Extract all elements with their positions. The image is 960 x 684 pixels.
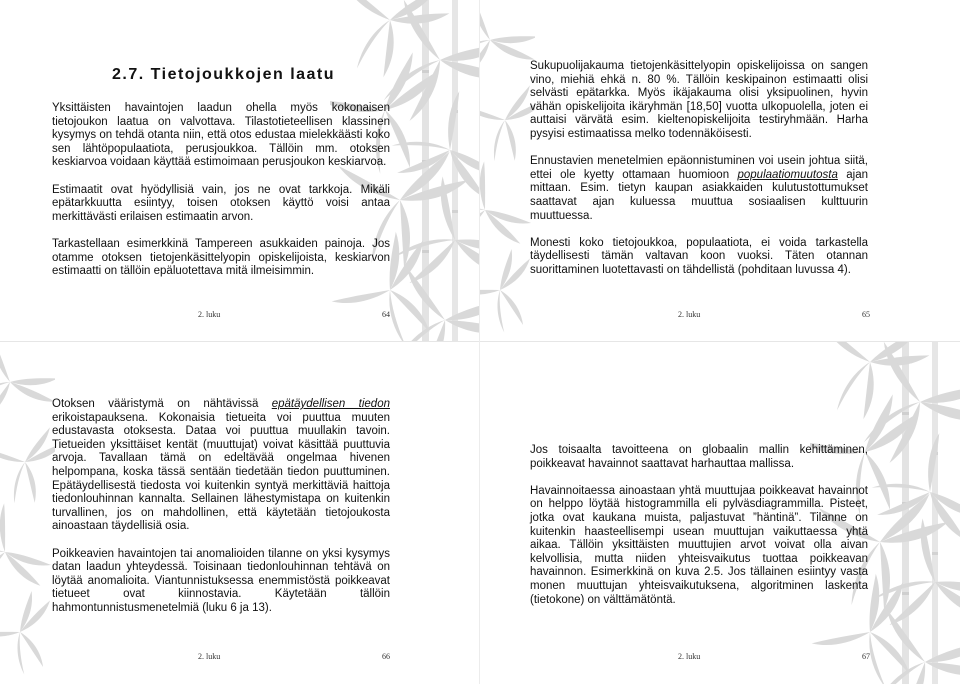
paragraph: Yksittäisten havaintojen laadun ohella myös kokonaisen tietojoukon laatua on valvottava. Tilastotieteellisen klassinen kysymys on tehdä otanta niin, että otos edustaa mielekkäästi koko sen lähtöpopulaatiota, perusjoukkoa. Tällöin mm. otoksen keskiarvoa voidaan käyttää estimoimaan perusjoukon keskiarvoa. — [52, 102, 390, 169]
bamboo-decoration-icon — [480, 0, 535, 342]
paragraph-part: Otoksen vääristymä on nähtävissä — [52, 398, 272, 410]
paragraph — [530, 155, 868, 223]
footer-chapter: 2. luku — [198, 652, 221, 661]
slide-page-67 — [480, 342, 960, 684]
page-number: 65 — [862, 310, 870, 319]
paragraph: Havainnoitaessa ainoastaan yhtä muuttujaa poikkeavat havainnot on helppo löytää histogrammilla eli pylväsdiagrammilla. Pisteet, jotka ovat kaukana muista, paljastuvat ”häntinä”. Tilanne on kuitenkin haasteellisempi usean muuttujan vaikuttaessa yhtä aikaa. Tällöin yksittäisten muuttujien arvot voivat olla aivan kelvollisia, mutta niiden yhteisvaikutus tuottaa poikkeavan havainnon. Esimerkkinä on kuva 2.5. Jos tällainen esiintyy vasta monen muuttujan yhteisvaikutuksena, algoritminen laskenta (tietokone) on välttämätöntä. — [530, 484, 868, 606]
paragraph: Sukupuolijakauma tietojenkäsittelyopin opiskelijoissa on sangen vino, miehiä ehkä n. 80 %. Tällöin keskipainon estimaatti olisi selvästi epätarkka. Myös ikäjakauma olisi yksipuolinen, hyvin vähän opiskelijoita ikäryhmän [18,50] vuotta ulkopuolella, joten ei auttaisi värvätä esim. kieltenopiskelijoita testiryhmään. Harha pysyisi estimaatissa melko todennäköisesti. — [530, 60, 868, 140]
page-number: 67 — [862, 652, 870, 661]
page-number: 66 — [382, 652, 390, 661]
paragraph-part: ajan mittaan. Esim. tietyn kaupan asiakkaiden kulutustottumukset saattavat ajan kuluessa muuttua sosiaalisen kulttuurin muuttuessa. — [530, 168, 868, 222]
paragraph: Monesti koko tietojoukkoa, populaatiota, ei voida tarkastella täydellisesti tämän valtavan koon vuoksi. Täten otannan suorittaminen luotettavasti on tähdellistä (pohditaan luvussa 4). — [530, 236, 868, 276]
body-text — [530, 444, 868, 621]
paragraph-part: Ennustavien menetelmien epäonnistuminen voi usein johtua siitä, ettei ole kyetty ottamaan huomioon — [530, 155, 868, 181]
vertical-divider — [479, 0, 480, 684]
footer-chapter: 2. luku — [678, 310, 701, 319]
bamboo-decoration-icon — [0, 342, 55, 684]
page-title: 2.7. Tietojoukkojen laatu — [112, 66, 336, 83]
paragraph-part: erikoistapauksena. Kokonaisia tietueita voi puuttua muuten edustavasta otoksesta. Dataa voi puuttua muullakin tavoin. Tietueiden yksittäiset kentät (muuttujat) voivat käsittää puuttuvia arvoja. Tavallaan tämä on edeltävää ongelmaa hivenen helpompana, koska tässä sentään tiedetään tiedon puuttuminen. Epätäydellisestä tiedosta voi kuitenkin syntyä merkittäviä haittoja tiedonlouhinnan kannalta. Sellainen lähestymistapa on kuitenkin turvallinen, jos on mahdollinen, että käytetään tietojoukosta ainoastaan täydellisiä osia. — [52, 411, 390, 533]
horizontal-divider — [0, 341, 960, 342]
paragraph: Tarkastellaan esimerkkinä Tampereen asukkaiden painoja. Jos otamme otoksen tietojenkäsittelyopin opiskelijoista, keskiarvon estimaatti on tällöin epäluotettava mitä ilmeisimmin. — [52, 237, 390, 278]
paragraph: Estimaatit ovat hyödyllisiä vain, jos ne ovat tarkkoja. Mikäli epätarkkuutta esiintyy, toisen otoksen käyttö voisi antaa merkittävästi erilaisen estimaatin arvon. — [52, 183, 390, 223]
footer-chapter: 2. luku — [678, 652, 701, 661]
paragraph — [52, 398, 390, 534]
body-text — [52, 102, 390, 292]
paragraph: Jos toisaalta tavoitteena on globaalin mallin kehittäminen, poikkeavat havainnot saattavat harhauttaa mallissa. — [530, 444, 868, 470]
paragraph: Poikkeavien havaintojen tai anomalioiden tilanne on yksi kysymys datan laadun yhteydessä. Toisinaan tiedonlouhinnan tehtävä on löytää anomalioita. Viantunnistuksessa enemmistöstä poikkeavat tietueet ovat kiinnostavia. Käytetään tällöin hahmontunnistusmenetelmiä (luku 6 ja 13). — [52, 547, 390, 614]
body-text — [530, 60, 868, 291]
page-number: 64 — [382, 310, 390, 319]
slide-page-66 — [0, 342, 480, 684]
italic-term: epätäydellisen tiedon — [271, 398, 390, 410]
body-text — [52, 398, 390, 629]
slide-page-65 — [480, 0, 960, 342]
slide-page-64 — [0, 0, 480, 342]
italic-term: populaatiomuutosta — [737, 168, 838, 181]
footer-chapter: 2. luku — [198, 310, 221, 319]
